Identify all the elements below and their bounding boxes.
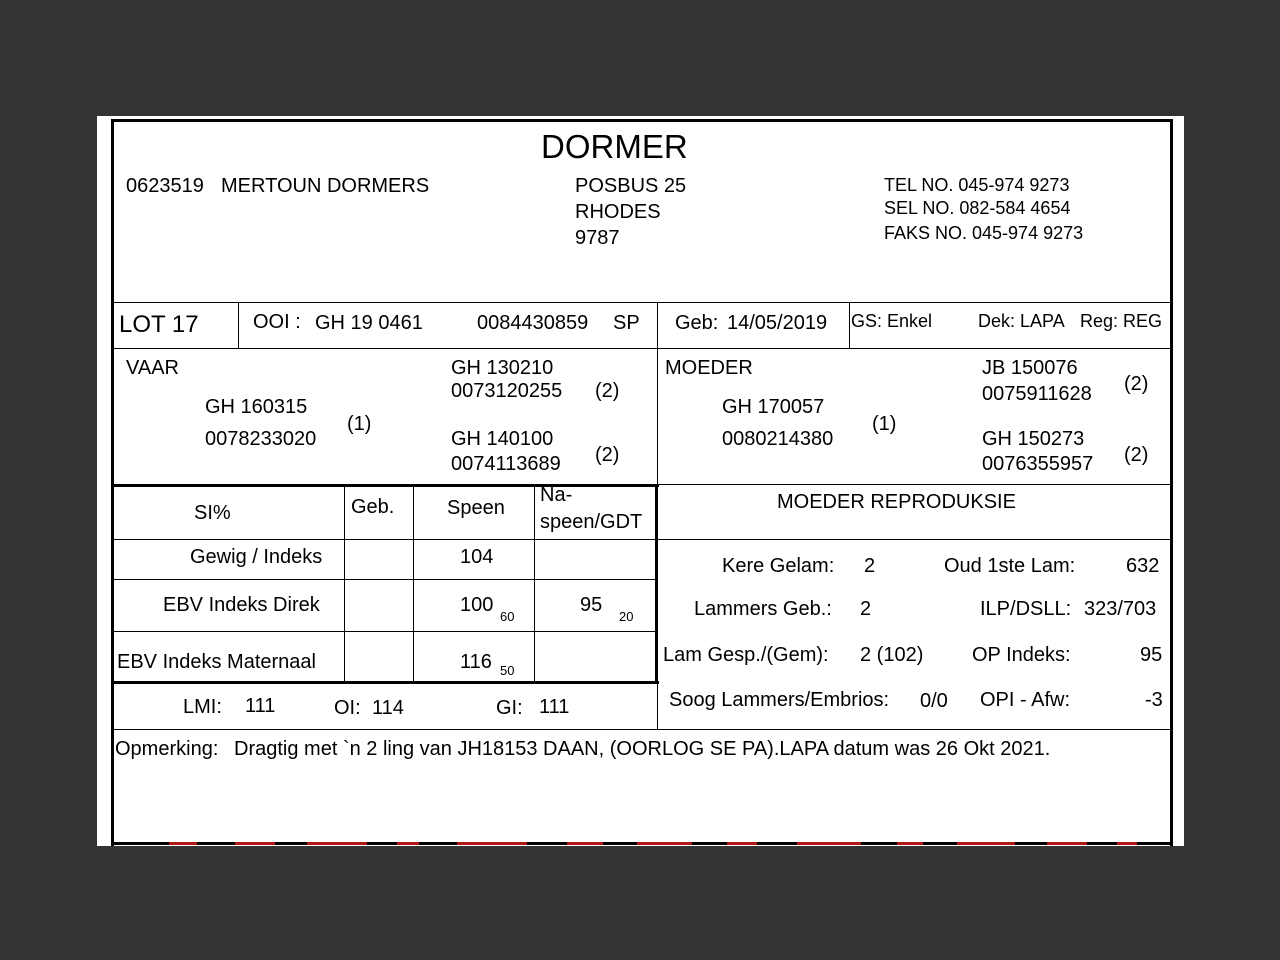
naspeen-header-line2: speen/GDT	[540, 511, 643, 533]
gi-value: 111	[539, 696, 570, 718]
border-left	[111, 119, 114, 846]
kere-value: 2	[864, 555, 876, 577]
kere-label: Kere Gelam:	[722, 555, 835, 577]
divider-lot	[111, 348, 1173, 349]
oud-label: Oud 1ste Lam:	[944, 555, 1076, 577]
maternaal-speen-value: 116	[460, 651, 492, 673]
gewig-speen-value: 104	[460, 546, 494, 568]
vaar-dam-number: 0074113689	[451, 453, 561, 475]
fax-number: FAKS NO. 045-974 9273	[884, 223, 1084, 243]
divider-si-geb	[344, 484, 345, 682]
ilp-value: 323/703	[1084, 598, 1157, 620]
border-top	[111, 119, 1173, 122]
op-label: OP Indeks:	[972, 644, 1071, 666]
op-value: 95	[1140, 644, 1163, 666]
ilp-label: ILP/DSLL:	[980, 598, 1072, 620]
divider-geb-speen	[413, 484, 414, 682]
gs-value: GS: Enkel	[851, 311, 933, 331]
ooi-id: GH 19 0461	[315, 312, 423, 334]
moeder-dam-number: 0076355957	[982, 453, 1094, 475]
divider-header	[111, 302, 1173, 303]
vaar-sire-generation: (2)	[595, 380, 620, 402]
tel-number: TEL NO. 045-974 9273	[884, 175, 1070, 195]
moeder-sire-number: 0075911628	[982, 383, 1092, 405]
vaar-id: GH 160315	[205, 396, 308, 418]
oi-label: OI:	[334, 697, 361, 719]
divider-si-right	[655, 484, 658, 684]
divider-speen-naspeen	[534, 484, 535, 682]
moeder-dam-id: GH 150273	[982, 428, 1085, 450]
row-label-ebv-direk: EBV Indeks Direk	[163, 594, 320, 616]
address-line-1: POSBUS 25	[575, 175, 687, 197]
maternaal-speen-accuracy: 50	[500, 663, 515, 678]
ooi-grade: SP	[613, 312, 640, 334]
oud-value: 632	[1126, 555, 1160, 577]
remark-text: Dragtig met `n 2 ling van JH18153 DAAN, (OORLOG SE PA).LAPA datum was 26 Okt 2021.	[234, 738, 1051, 760]
reproduction-title: MOEDER REPRODUKSIE	[777, 491, 1016, 513]
direk-naspeen-value: 95	[580, 594, 603, 616]
vaar-number: 0078233020	[205, 428, 317, 450]
dek-value: Dek: LAPA	[978, 311, 1065, 331]
gesp-label: Lam Gesp./(Gem):	[663, 644, 829, 666]
breeder-name: MERTOUN DORMERS	[221, 175, 430, 197]
opi-label: OPI - Afw:	[980, 689, 1071, 711]
divider-si-header	[111, 539, 1173, 540]
moeder-number: 0080214380	[722, 428, 834, 450]
breeder-number: 0623519	[126, 175, 204, 197]
soog-value: 0/0	[920, 690, 948, 712]
divider-row3	[111, 681, 659, 684]
address-line-2: RHODES	[575, 201, 661, 223]
soog-label: Soog Lammers/Embrios:	[669, 689, 890, 711]
lot-card	[97, 116, 1184, 846]
lmi-value: 111	[245, 695, 276, 717]
speen-header: Speen	[447, 497, 505, 519]
row-label-ebv-maternaal: EBV Indeks Maternaal	[117, 651, 316, 673]
divider-row2	[111, 631, 657, 632]
geb-header: Geb.	[351, 496, 395, 518]
moeder-label: MOEDER	[665, 357, 753, 379]
direk-speen-value: 100	[460, 594, 494, 616]
breed-title: DORMER	[541, 128, 688, 165]
divider-row1	[111, 579, 657, 580]
ooi-reg-number: 0084430859	[477, 312, 589, 334]
moeder-generation: (1)	[872, 413, 897, 435]
remark-label: Opmerking:	[115, 738, 219, 760]
direk-speen-accuracy: 60	[500, 609, 515, 624]
direk-naspeen-accuracy: 20	[619, 609, 634, 624]
oi-value: 114	[372, 697, 404, 719]
gesp-value: 2 (102)	[860, 644, 924, 666]
divider-lot-ooi	[238, 302, 239, 348]
row-label-gewig: Gewig / Indeks	[190, 546, 323, 568]
vaar-generation: (1)	[347, 413, 372, 435]
reg-value: Reg: REG	[1080, 311, 1163, 331]
opi-value: -3	[1145, 689, 1163, 711]
moeder-sire-generation: (2)	[1124, 373, 1149, 395]
vaar-label: VAAR	[126, 357, 179, 379]
vaar-sire-id: GH 130210	[451, 357, 554, 379]
lot-number: LOT 17	[119, 311, 199, 338]
divider-geb-gs	[849, 302, 850, 348]
divider-remark	[111, 729, 1173, 730]
moeder-sire-id: JB 150076	[982, 357, 1078, 379]
address-line-3: 9787	[575, 227, 620, 249]
moeder-dam-generation: (2)	[1124, 444, 1149, 466]
vaar-sire-number: 0073120255	[451, 380, 563, 402]
gi-label: GI:	[496, 697, 523, 719]
ooi-label: OOI :	[253, 311, 301, 333]
cut-off-footer-strip	[157, 841, 1157, 846]
vaar-dam-generation: (2)	[595, 444, 620, 466]
lammers-value: 2	[860, 598, 872, 620]
moeder-id: GH 170057	[722, 396, 825, 418]
border-right	[1170, 119, 1173, 846]
vaar-dam-id: GH 140100	[451, 428, 554, 450]
divider-pedigree-left	[111, 484, 659, 487]
geb-date: 14/05/2019	[727, 312, 828, 334]
lammers-label: Lammers Geb.:	[694, 598, 832, 620]
geb-label: Geb:	[675, 312, 719, 334]
lmi-label: LMI:	[183, 696, 222, 718]
si-header: SI%	[194, 502, 231, 524]
naspeen-header-line1: Na-	[540, 484, 573, 506]
cell-number: SEL NO. 082-584 4654	[884, 198, 1071, 218]
divider-pedigree-right	[657, 484, 1173, 485]
